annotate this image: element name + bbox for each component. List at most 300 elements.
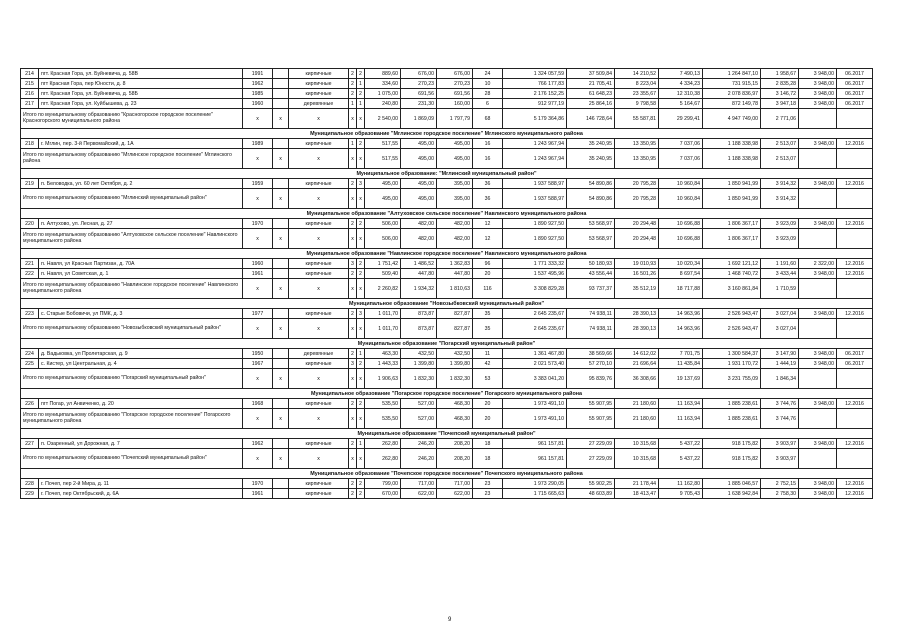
subtotal-v6 — [799, 109, 837, 129]
cost-region: 21 178,44 — [615, 479, 659, 489]
wall-material: кирпичные — [289, 269, 349, 279]
limit-per-sqm: 3 948,00 — [799, 269, 837, 279]
row-number: 220 — [21, 219, 39, 229]
total-area: 1 751,42 — [365, 259, 401, 269]
deadline: 12.2016 — [837, 309, 873, 319]
wall-material: кирпичные — [289, 399, 349, 409]
subtotal-v6 — [799, 369, 837, 389]
area-residential: 231,30 — [401, 99, 437, 109]
area-owned: 827,87 — [437, 309, 473, 319]
area-owned: 691,56 — [437, 89, 473, 99]
subtotal-total: 961 157,81 — [503, 449, 567, 469]
deadline: 06.2017 — [837, 89, 873, 99]
entrances: 1 — [357, 99, 365, 109]
subtotal-v5: 3 914,32 — [761, 189, 799, 209]
residents: 18 — [473, 439, 503, 449]
wall-material: кирпичные — [289, 69, 349, 79]
subtotal-res: 20 — [473, 409, 503, 429]
subtotal-v2: 20 294,48 — [615, 229, 659, 249]
subtotal-label: Итого по муниципальному образованию "Алтуховское сельское поселение" Навлинского муниципального района — [21, 229, 243, 249]
blank-cell — [273, 89, 289, 99]
subtotal-row — [21, 229, 873, 249]
subtotal-v4: 1 188 338,98 — [703, 149, 761, 169]
subtotal-total: 5 179 364,86 — [503, 109, 567, 129]
table-row — [21, 359, 873, 369]
cost-owners: 1 264 847,10 — [703, 69, 761, 79]
subtotal-b: x — [273, 449, 289, 469]
subtotal-v1: 55 907,95 — [567, 409, 615, 429]
table-body — [21, 69, 873, 499]
subtotal-date — [837, 279, 873, 299]
total-area: 799,00 — [365, 479, 401, 489]
cost-local: 9 705,43 — [659, 489, 703, 499]
subtotal-area: 517,55 — [365, 149, 401, 169]
subtotal-b: x — [273, 149, 289, 169]
year-built: 1985 — [243, 89, 273, 99]
subtotal-v3: 7 037,06 — [659, 149, 703, 169]
year-built: 1960 — [243, 259, 273, 269]
total-area: 889,60 — [365, 69, 401, 79]
subtotal-v3: 18 717,88 — [659, 279, 703, 299]
cost-fund: 61 648,23 — [567, 89, 615, 99]
subtotal-v3: 11 163,94 — [659, 409, 703, 429]
total-cost: 961 157,81 — [503, 439, 567, 449]
residents: 12 — [473, 219, 503, 229]
total-area: 1 075,00 — [365, 89, 401, 99]
cost-per-sqm: 2 758,30 — [761, 489, 799, 499]
subtotal-total: 3 308 829,28 — [503, 279, 567, 299]
cost-fund: 55 907,95 — [567, 399, 615, 409]
subtotal-s1: 1 832,30 — [401, 369, 437, 389]
address: д. Вадьковка, ул Пролетарская, д. 9 — [39, 349, 243, 359]
wall-material: кирпичные — [289, 139, 349, 149]
subtotal-res: 68 — [473, 109, 503, 129]
residents: 10 — [473, 79, 503, 89]
floors: 2 — [349, 399, 357, 409]
entrances: 3 — [357, 309, 365, 319]
area-owned: 432,50 — [437, 349, 473, 359]
area-residential: 495,00 — [401, 179, 437, 189]
subtotal-v3: 14 963,96 — [659, 319, 703, 339]
section-header-row — [21, 389, 873, 399]
subtotal-v5: 3 027,04 — [761, 319, 799, 339]
address: п. Алтухово, ул. Лесная, д. 27 — [39, 219, 243, 229]
subtotal-e: x — [357, 189, 365, 209]
subtotal-e: x — [357, 229, 365, 249]
cost-fund: 25 864,16 — [567, 99, 615, 109]
subtotal-c: x — [289, 409, 349, 429]
year-built: 1991 — [243, 69, 273, 79]
deadline: 06.2017 — [837, 79, 873, 89]
cost-per-sqm: 3 146,72 — [761, 89, 799, 99]
subtotal-e: x — [357, 109, 365, 129]
residents: 16 — [473, 139, 503, 149]
cost-per-sqm: 3 923,09 — [761, 219, 799, 229]
subtotal-d: x — [349, 149, 357, 169]
subtotal-label: Итого по муниципальному образованию "Красногорское городское поселение" Красногорского муниципального района — [21, 109, 243, 129]
section-header-row — [21, 339, 873, 349]
area-owned: 1 399,80 — [437, 359, 473, 369]
cost-owners: 872 149,78 — [703, 99, 761, 109]
residents: 6 — [473, 99, 503, 109]
subtotal-area: 1 011,70 — [365, 319, 401, 339]
cost-owners: 2 078 836,97 — [703, 89, 761, 99]
housing-table — [20, 68, 873, 499]
limit-per-sqm: 3 948,00 — [799, 439, 837, 449]
cost-local: 11 162,80 — [659, 479, 703, 489]
subtotal-label: Итого по муниципальному образованию "Погарское городское поселение" Погарского муниципального района — [21, 409, 243, 429]
table-row — [21, 139, 873, 149]
entrances: 2 — [357, 89, 365, 99]
cost-owners: 1 468 740,72 — [703, 269, 761, 279]
subtotal-a: x — [243, 449, 273, 469]
table-row — [21, 399, 873, 409]
year-built: 1967 — [243, 359, 273, 369]
cost-region: 14 210,52 — [615, 69, 659, 79]
section-header-row — [21, 169, 873, 179]
row-number: 223 — [21, 309, 39, 319]
cost-region: 16 501,26 — [615, 269, 659, 279]
cost-owners: 918 175,82 — [703, 439, 761, 449]
subtotal-label: Итого по муниципальному образованию "Навлинское городское поселение" Навлинского муниципального района — [21, 279, 243, 299]
subtotal-v3: 10 960,84 — [659, 189, 703, 209]
subtotal-v5: 2 771,06 — [761, 109, 799, 129]
year-built: 1962 — [243, 79, 273, 89]
total-area: 240,80 — [365, 99, 401, 109]
subtotal-res: 36 — [473, 189, 503, 209]
subtotal-label: Итого по муниципальному образованию "Почепский муниципальный район" — [21, 449, 243, 469]
residents: 20 — [473, 399, 503, 409]
total-cost: 766 177,83 — [503, 79, 567, 89]
floors: 3 — [349, 259, 357, 269]
entrances: 2 — [357, 359, 365, 369]
subtotal-v3: 10 696,88 — [659, 229, 703, 249]
section-header: Муниципальное образование "Погарское городское поселение" Погарского муниципального района — [21, 389, 873, 399]
total-area: 535,50 — [365, 399, 401, 409]
entrances: 1 — [357, 439, 365, 449]
subtotal-row — [21, 369, 873, 389]
residents: 20 — [473, 269, 503, 279]
table-row — [21, 69, 873, 79]
cost-per-sqm: 3 947,18 — [761, 99, 799, 109]
cost-local: 5 437,22 — [659, 439, 703, 449]
subtotal-row — [21, 449, 873, 469]
subtotal-date — [837, 409, 873, 429]
blank-cell — [273, 69, 289, 79]
subtotal-res: 12 — [473, 229, 503, 249]
address: г. Почеп, пер Октябрьский, д. 6А — [39, 489, 243, 499]
area-owned: 622,00 — [437, 489, 473, 499]
subtotal-s1: 873,87 — [401, 319, 437, 339]
area-residential: 447,80 — [401, 269, 437, 279]
cost-per-sqm: 3 903,97 — [761, 439, 799, 449]
subtotal-d: x — [349, 449, 357, 469]
wall-material: деревянные — [289, 99, 349, 109]
wall-material: кирпичные — [289, 439, 349, 449]
table-row — [21, 259, 873, 269]
wall-material: кирпичные — [289, 179, 349, 189]
deadline: 06.2017 — [837, 99, 873, 109]
subtotal-v6 — [799, 279, 837, 299]
floors: 2 — [349, 179, 357, 189]
address: пгт. Красная Гора, ул. Буйневича, д. 58Б — [39, 89, 243, 99]
total-area: 1 443,33 — [365, 359, 401, 369]
limit-per-sqm: 3 948,00 — [799, 99, 837, 109]
cost-local: 10 696,88 — [659, 219, 703, 229]
subtotal-b: x — [273, 319, 289, 339]
deadline: 12.2016 — [837, 439, 873, 449]
total-area: 262,80 — [365, 439, 401, 449]
table-row — [21, 269, 873, 279]
subtotal-v4: 2 526 943,47 — [703, 319, 761, 339]
row-number: 225 — [21, 359, 39, 369]
cost-fund: 55 902,25 — [567, 479, 615, 489]
year-built: 1961 — [243, 269, 273, 279]
cost-region: 9 798,58 — [615, 99, 659, 109]
blank-cell — [273, 219, 289, 229]
cost-region: 14 612,02 — [615, 349, 659, 359]
residents: 42 — [473, 359, 503, 369]
cost-per-sqm: 1 444,19 — [761, 359, 799, 369]
area-residential: 270,23 — [401, 79, 437, 89]
cost-per-sqm: 3 433,44 — [761, 269, 799, 279]
area-owned: 1 362,83 — [437, 259, 473, 269]
row-number: 228 — [21, 479, 39, 489]
section-header: Муниципальное образование "Навлинское городское поселение" Навлинского муниципального района — [21, 249, 873, 259]
total-cost: 2 021 573,40 — [503, 359, 567, 369]
cost-local: 4 334,23 — [659, 79, 703, 89]
entrances: 2 — [357, 69, 365, 79]
limit-per-sqm: 3 948,00 — [799, 179, 837, 189]
floors: 2 — [349, 489, 357, 499]
subtotal-b: x — [273, 369, 289, 389]
subtotal-e: x — [357, 149, 365, 169]
total-area: 670,00 — [365, 489, 401, 499]
area-owned: 482,00 — [437, 219, 473, 229]
cost-region: 20 294,48 — [615, 219, 659, 229]
subtotal-area: 506,00 — [365, 229, 401, 249]
table-row — [21, 489, 873, 499]
floors: 2 — [349, 479, 357, 489]
subtotal-a: x — [243, 189, 273, 209]
subtotal-d: x — [349, 279, 357, 299]
subtotal-v4: 1 850 941,99 — [703, 189, 761, 209]
cost-local: 8 697,54 — [659, 269, 703, 279]
address: г. Мглин, пер. 3-й Первомайский, д. 1А — [39, 139, 243, 149]
subtotal-total: 1 890 927,50 — [503, 229, 567, 249]
total-cost: 2 645 235,67 — [503, 309, 567, 319]
area-owned: 495,00 — [437, 139, 473, 149]
deadline: 06.2017 — [837, 349, 873, 359]
total-area: 506,00 — [365, 219, 401, 229]
subtotal-v2: 20 795,28 — [615, 189, 659, 209]
total-area: 517,55 — [365, 139, 401, 149]
address: п. Навля, ул Красных Партизан, д. 70А — [39, 259, 243, 269]
section-header: Муниципальное образование: "Мглинский муниципальный район" — [21, 169, 873, 179]
area-residential: 873,87 — [401, 309, 437, 319]
table-row — [21, 439, 873, 449]
cost-owners: 1 885 238,61 — [703, 399, 761, 409]
subtotal-total: 1 937 588,97 — [503, 189, 567, 209]
residents: 24 — [473, 69, 503, 79]
year-built: 1961 — [243, 489, 273, 499]
subtotal-v5: 3 923,09 — [761, 229, 799, 249]
subtotal-v3: 29 299,41 — [659, 109, 703, 129]
subtotal-row — [21, 149, 873, 169]
total-cost: 1 890 927,50 — [503, 219, 567, 229]
limit-per-sqm: 3 948,00 — [799, 489, 837, 499]
entrances: 2 — [357, 219, 365, 229]
subtotal-b: x — [273, 189, 289, 209]
subtotal-s1: 495,00 — [401, 189, 437, 209]
total-area: 334,60 — [365, 79, 401, 89]
year-built: 1970 — [243, 479, 273, 489]
wall-material: кирпичные — [289, 79, 349, 89]
cost-fund: 43 556,44 — [567, 269, 615, 279]
area-residential: 495,00 — [401, 139, 437, 149]
subtotal-c: x — [289, 369, 349, 389]
section-header-row — [21, 469, 873, 479]
subtotal-d: x — [349, 109, 357, 129]
table-row — [21, 179, 873, 189]
blank-cell — [273, 489, 289, 499]
cost-per-sqm: 3 147,90 — [761, 349, 799, 359]
address: п. Навля, ул Советская, д. 1 — [39, 269, 243, 279]
section-header-row — [21, 429, 873, 439]
blank-cell — [273, 259, 289, 269]
table-row — [21, 479, 873, 489]
subtotal-v4: 3 160 861,84 — [703, 279, 761, 299]
cost-fund: 35 240,95 — [567, 139, 615, 149]
subtotal-b: x — [273, 109, 289, 129]
floors: 2 — [349, 439, 357, 449]
area-owned: 395,00 — [437, 179, 473, 189]
table-row — [21, 219, 873, 229]
address: пгт Погар, ул Анвиченко, д. 20 — [39, 399, 243, 409]
subtotal-v2: 10 315,68 — [615, 449, 659, 469]
cost-region: 10 315,68 — [615, 439, 659, 449]
cost-fund: 74 938,11 — [567, 309, 615, 319]
section-header-row — [21, 249, 873, 259]
year-built: 1962 — [243, 439, 273, 449]
deadline: 06.2017 — [837, 359, 873, 369]
cost-owners: 1 850 941,99 — [703, 179, 761, 189]
entrances: 2 — [357, 259, 365, 269]
subtotal-v6 — [799, 319, 837, 339]
subtotal-date — [837, 319, 873, 339]
subtotal-a: x — [243, 409, 273, 429]
subtotal-v1: 146 728,64 — [567, 109, 615, 129]
area-residential: 527,00 — [401, 399, 437, 409]
subtotal-a: x — [243, 319, 273, 339]
blank-cell — [273, 399, 289, 409]
deadline: 12.2016 — [837, 179, 873, 189]
subtotal-v1: 95 839,76 — [567, 369, 615, 389]
row-number: 224 — [21, 349, 39, 359]
subtotal-c: x — [289, 229, 349, 249]
subtotal-d: x — [349, 369, 357, 389]
subtotal-v5: 3 744,76 — [761, 409, 799, 429]
subtotal-row — [21, 409, 873, 429]
subtotal-c: x — [289, 449, 349, 469]
floors: 2 — [349, 269, 357, 279]
area-residential: 717,00 — [401, 479, 437, 489]
wall-material: кирпичные — [289, 219, 349, 229]
subtotal-a: x — [243, 279, 273, 299]
cost-per-sqm: 1 958,67 — [761, 69, 799, 79]
entrances: 1 — [357, 349, 365, 359]
row-number: 218 — [21, 139, 39, 149]
total-area: 1 011,70 — [365, 309, 401, 319]
subtotal-date — [837, 229, 873, 249]
limit-per-sqm: 3 948,00 — [799, 89, 837, 99]
address: с. Старые Бобовичи, ул ПМК, д. 3 — [39, 309, 243, 319]
area-residential: 246,20 — [401, 439, 437, 449]
area-owned: 676,00 — [437, 69, 473, 79]
residents: 96 — [473, 259, 503, 269]
year-built: 1968 — [243, 399, 273, 409]
deadline: 12.2016 — [837, 259, 873, 269]
subtotal-s1: 1 934,32 — [401, 279, 437, 299]
subtotal-res: 116 — [473, 279, 503, 299]
cost-local: 12 310,38 — [659, 89, 703, 99]
subtotal-s2: 468,30 — [437, 409, 473, 429]
area-residential: 1 486,52 — [401, 259, 437, 269]
blank-cell — [273, 179, 289, 189]
floors: 2 — [349, 219, 357, 229]
floors: 2 — [349, 309, 357, 319]
cost-region: 13 350,95 — [615, 139, 659, 149]
total-cost: 1 361 467,80 — [503, 349, 567, 359]
area-residential: 432,50 — [401, 349, 437, 359]
blank-cell — [273, 439, 289, 449]
subtotal-date — [837, 189, 873, 209]
entrances: 1 — [357, 79, 365, 89]
floors: 2 — [349, 349, 357, 359]
subtotal-date — [837, 149, 873, 169]
cost-local: 7 701,75 — [659, 349, 703, 359]
residents: 11 — [473, 349, 503, 359]
subtotal-s1: 527,00 — [401, 409, 437, 429]
floors: 1 — [349, 139, 357, 149]
subtotal-s2: 827,87 — [437, 319, 473, 339]
subtotal-s2: 482,00 — [437, 229, 473, 249]
year-built: 1989 — [243, 139, 273, 149]
subtotal-area: 262,80 — [365, 449, 401, 469]
address: п. Озаренный, ул Дорожная, д. 7 — [39, 439, 243, 449]
subtotal-row — [21, 319, 873, 339]
subtotal-v6 — [799, 229, 837, 249]
subtotal-c: x — [289, 279, 349, 299]
subtotal-res: 16 — [473, 149, 503, 169]
blank-cell — [273, 139, 289, 149]
subtotal-c: x — [289, 189, 349, 209]
limit-per-sqm: 3 948,00 — [799, 219, 837, 229]
subtotal-v1: 93 737,37 — [567, 279, 615, 299]
cost-owners: 1 300 584,37 — [703, 349, 761, 359]
wall-material: кирпичные — [289, 479, 349, 489]
total-cost: 1 771 333,32 — [503, 259, 567, 269]
deadline: 06.2017 — [837, 69, 873, 79]
total-cost: 1 973 491,10 — [503, 399, 567, 409]
limit-per-sqm: 3 948,00 — [799, 79, 837, 89]
total-cost: 1 537 495,96 — [503, 269, 567, 279]
table-row — [21, 89, 873, 99]
subtotal-e: x — [357, 279, 365, 299]
entrances: 2 — [357, 139, 365, 149]
residents: 23 — [473, 479, 503, 489]
area-residential: 676,00 — [401, 69, 437, 79]
